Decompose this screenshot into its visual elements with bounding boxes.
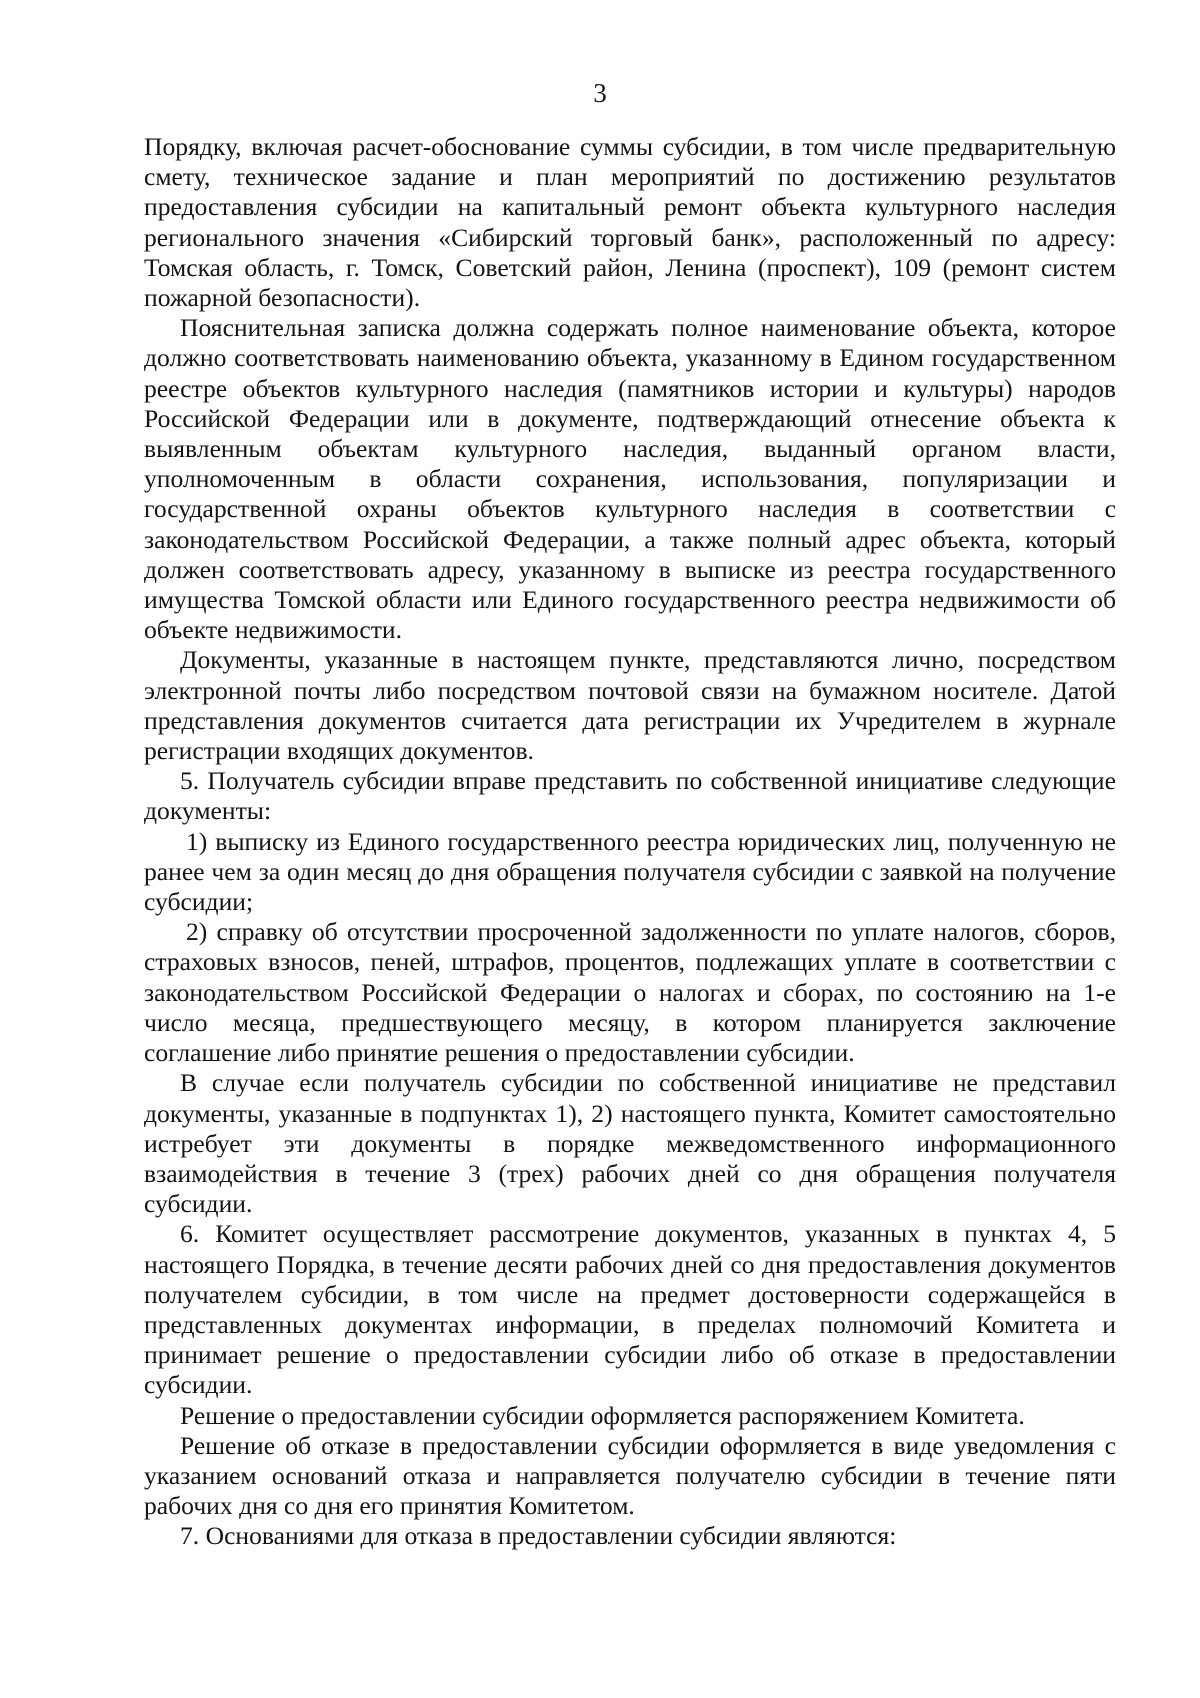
page-number: 3 bbox=[593, 78, 607, 108]
paragraph-subitem-2: 2) справку об отсутствии просроченной задолженности по уплате налогов, сборов, страховых взносов, пеней, штрафов, процентов, подлежащих уплате в соответствии с законодательством Российской Федерации о налогах и сборах, по состоянию на 1-е число месяца, предшествующего месяцу, в котором планируется заключение соглашение либо принятие решения о предоставлении субсидии. bbox=[144, 917, 1116, 1068]
paragraph-committee-request: В случае если получатель субсидии по собственной инициативе не представил документы, указанные в подпунктах 1), 2) настоящего пункта, Комитет самостоятельно истребует эти документы в порядке межведомственного информационного взаимодействия в течение 3 (трех) рабочих дней со дня обращения получателя субсидии. bbox=[144, 1068, 1116, 1219]
paragraph-order-continuation: Порядку, включая расчет-обоснование суммы субсидии, в том числе предварительную смету, техническое задание и план мероприятий по достижению результатов предоставления субсидии на капитальный ремонт объекта культурного наследия регионального значения «Сибирский торговый банк», расположенный по адресу: Томская область, г. Томск, Советский район, Ленина (проспект), 109 (ремонт систем пожарной безопасности). bbox=[144, 132, 1116, 313]
paragraph-decision-refusal: Решение об отказе в предоставлении субсидии оформляется в виде уведомления с указанием оснований отказа и направляется получателю субсидии в течение пяти рабочих дня со дня его принятия Комитетом. bbox=[144, 1430, 1116, 1521]
paragraph-decision-grant: Решение о предоставлении субсидии оформляется распоряжением Комитета. bbox=[180, 1400, 1025, 1430]
document-body bbox=[144, 132, 1116, 1552]
paragraph-explanatory-note: Пояснительная записка должна содержать полное наименование объекта, которое должно соответствовать наименованию объекта, указанному в Едином государственном реестре объектов культурного наследия (памятников истории и культуры) народов Российской Федерации или в документе, подтверждающий отнесение объекта к выявленным объектам культурного наследия, выданный органом власти, уполномоченным в области сохранения, использования, популяризации и государственной охраны объектов культурного наследия в соответствии с законодательством Российской Федерации, а также полный адрес объекта, который должен соответствовать адресу, указанному в выписке из реестра государственного имущества Томской области или Единого государственного реестра недвижимости об объекте недвижимости. bbox=[144, 313, 1116, 645]
paragraph-item-7: 7. Основаниями для отказа в предоставлении субсидии являются: bbox=[180, 1521, 897, 1551]
paragraph-subitem-1: 1) выписку из Единого государственного реестра юридических лиц, полученную не ранее чем за один месяц до дня обращения получателя субсидии с заявкой на получение субсидии; bbox=[144, 826, 1116, 917]
paragraph-documents-submission: Документы, указанные в настоящем пункте, представляются лично, посредством электронной почты либо посредством почтовой связи на бумажном носителе. Датой представления документов считается дата регистрации их Учредителем в журнале регистрации входящих документов. bbox=[144, 645, 1116, 766]
paragraph-item-5: 5. Получатель субсидии вправе представить по собственной инициативе следующие документы: bbox=[144, 766, 1116, 826]
paragraph-item-6: 6. Комитет осуществляет рассмотрение документов, указанных в пунктах 4, 5 настоящего Порядка, в течение десяти рабочих дней со дня предоставления документов получателем субсидии, в том числе на предмет достоверности содержащейся в представленных документах информации, в пределах полномочий Комитета и принимает решение о предоставлении субсидии либо об отказе в предоставлении субсидии. bbox=[144, 1219, 1116, 1400]
